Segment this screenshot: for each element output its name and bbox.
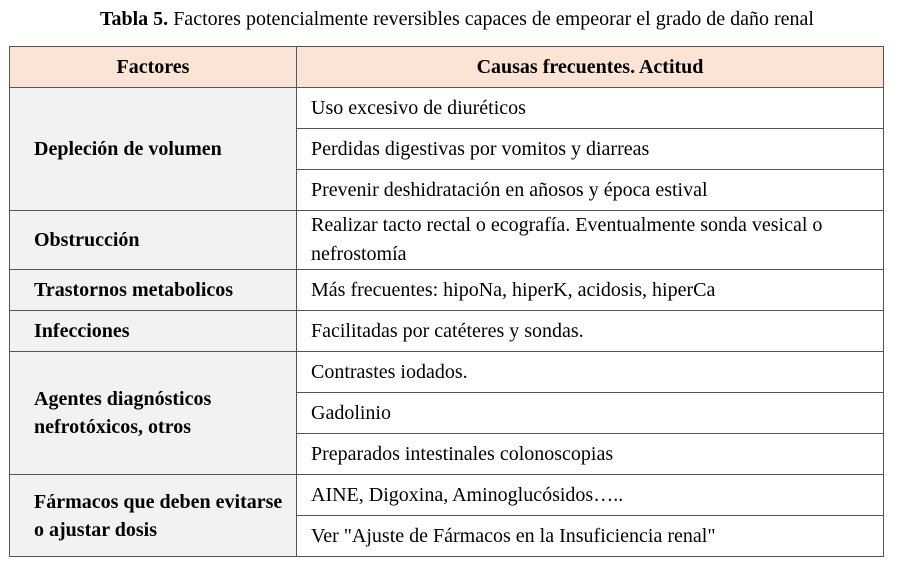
- factor-cell: Fármacos que deben evitarse o ajustar dosis: [10, 475, 297, 557]
- caption-text: Factores potencialmente reversibles capaces de empeorar el grado de daño renal: [168, 8, 814, 30]
- factor-cell: Obstrucción: [10, 211, 297, 270]
- factor-cell: Trastornos metabolicos: [10, 270, 297, 311]
- cause-cell: Gadolinio: [297, 393, 884, 434]
- cause-cell: Más frecuentes: hipoNa, hiperK, acidosis, hiperCa: [297, 270, 884, 311]
- cause-cell: AINE, Digoxina, Aminoglucósidos…..: [297, 475, 884, 516]
- cause-cell: Prevenir deshidratación en añosos y época estival: [297, 170, 884, 211]
- table-row: [10, 475, 884, 516]
- table-row: [10, 88, 884, 129]
- factor-cell: Depleción de volumen: [10, 88, 297, 211]
- header-causas: Causas frecuentes. Actitud: [297, 47, 884, 88]
- cause-cell: Realizar tacto rectal o ecografía. Eventualmente sonda vesical o nefrostomía: [297, 211, 884, 270]
- table-row: [10, 352, 884, 393]
- factor-cell: Infecciones: [10, 311, 297, 352]
- table-caption: [0, 6, 914, 32]
- cause-cell: Preparados intestinales colonoscopias: [297, 434, 884, 475]
- factors-table: [9, 46, 884, 557]
- cause-cell: Facilitadas por catéteres y sondas.: [297, 311, 884, 352]
- cause-cell: Ver "Ajuste de Fármacos en la Insuficiencia renal": [297, 516, 884, 557]
- table-row: [10, 311, 884, 352]
- cause-cell: Uso excesivo de diuréticos: [297, 88, 884, 129]
- cause-cell: Perdidas digestivas por vomitos y diarreas: [297, 129, 884, 170]
- header-factores: Factores: [10, 47, 297, 88]
- caption-label: Tabla 5.: [100, 8, 169, 30]
- header-row: [10, 47, 884, 88]
- cause-cell: Contrastes iodados.: [297, 352, 884, 393]
- table-row: [10, 270, 884, 311]
- factor-cell: Agentes diagnósticos nefrotóxicos, otros: [10, 352, 297, 475]
- table-row: [10, 211, 884, 270]
